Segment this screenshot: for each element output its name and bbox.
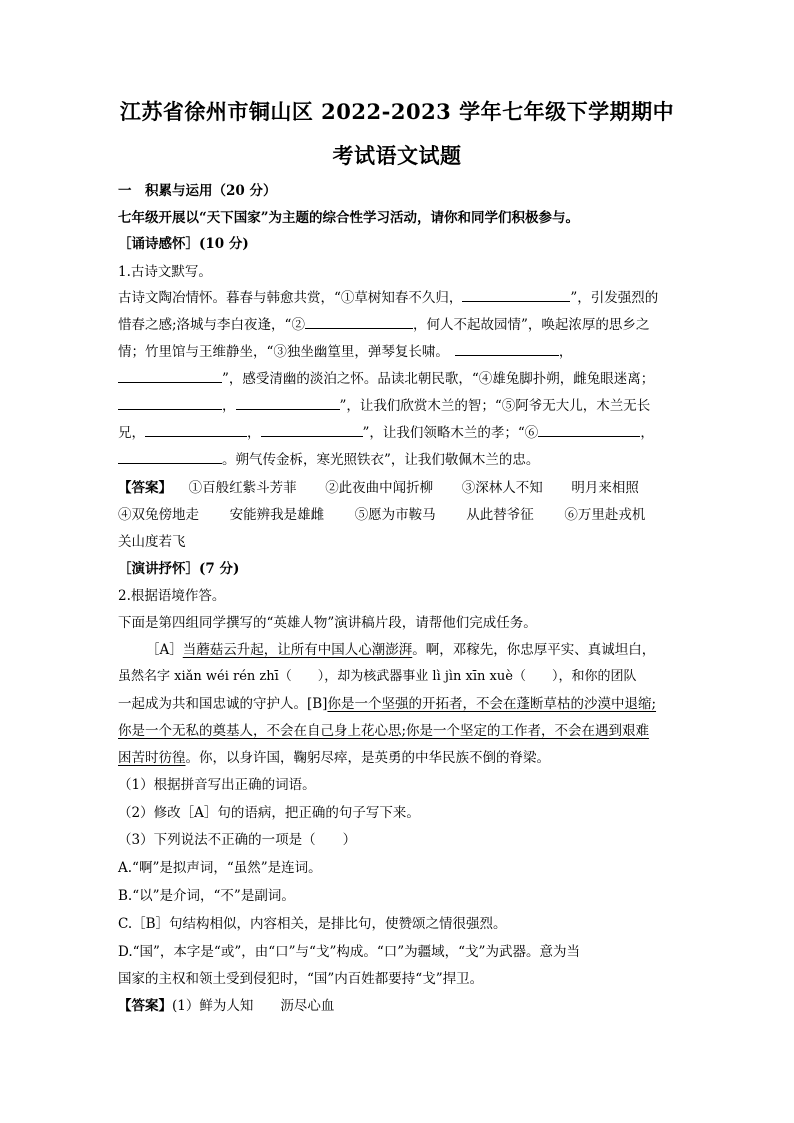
text-segment: 一起成为共和国忠诚的守护人。[B] — [118, 696, 328, 712]
text-segment: ， — [558, 344, 573, 360]
text-segment: ，何人不起故园情”，唤起浓厚的思乡之 — [412, 317, 650, 333]
text-segment: 。你，以身许国，鞠躬尽瘁，是英勇的中华民族不倒的脊梁。 — [185, 750, 550, 766]
passage-line-1 — [146, 640, 655, 660]
question-1-line-1 — [118, 288, 658, 308]
option-b[interactable]: B.“以”是介词，“不”是副词。 — [118, 888, 295, 904]
underlined-sentence-b-end: 困苦时彷徨 — [118, 750, 186, 766]
answer-blank[interactable] — [538, 423, 640, 437]
question-2-sub-2: （2）修改［A］句的语病，把正确的句子写下来。 — [118, 805, 420, 821]
underlined-sentence-a: 当蘑菇云升起，让所有中国人心潮澎湃 — [182, 642, 413, 658]
subsection-heading-speech: ［演讲抒怀］(7 分) — [118, 561, 240, 577]
text-segment: 情；竹里馆与王维静坐，“③独坐幽篁里，弹琴复长啸。 — [118, 344, 449, 360]
text-segment: 古诗文陶冶情怀。暮春与韩愈共赏，“①草树知春不久归， — [118, 290, 463, 306]
document-title-line2: 考试语文试题 — [332, 143, 462, 168]
text-segment: ”，让我们欣赏木兰的智；“⑤阿爷无大儿，木兰无长 — [339, 398, 651, 414]
text-segment: ”，让我们领略木兰的孝；“⑥ — [362, 425, 539, 441]
question-1-line-7 — [118, 450, 539, 470]
text-segment: 兄， — [118, 425, 145, 441]
answer-blank[interactable] — [145, 423, 247, 437]
question-2-title: 2.根据语境作答。 — [118, 588, 226, 604]
option-d-line-1[interactable]: D.“国”，本字是“或”，由“口”与“戈”构成。“口”为疆域，“戈”为武器。意为当 — [118, 944, 580, 960]
answer-item: ④双兔傍地走 — [118, 507, 199, 523]
passage-line-4: 你是一个无私的奠基人，不会在自己身上花心思;你是一个坚定的工作者，不会在遇到艰难 — [118, 723, 650, 739]
answer-item: ⑥万里赴戎机 — [564, 507, 646, 523]
question-1-line-3 — [118, 342, 572, 362]
answer-blank[interactable] — [455, 342, 559, 356]
question-1-title: 1.古诗文默写。 — [118, 264, 212, 280]
question-1-line-6 — [118, 423, 654, 443]
text-segment: ”，感受清幽的淡泊之怀。品读北朝民歌，“④雄兔脚扑朔，雌兔眼迷离； — [222, 371, 655, 387]
question-2-sub-1: （1）根据拼音写出正确的词语。 — [118, 777, 316, 793]
question-2-intro: 下面是第四组同学撰写的“英雄人物”演讲稿片段，请帮他们完成任务。 — [118, 615, 537, 631]
underlined-sentence-b: 你是一个坚强的开拓者，不会在蓬断草枯的沙漠中退缩; — [327, 696, 657, 712]
answer-blank[interactable] — [261, 423, 363, 437]
text-segment: ， — [247, 425, 261, 441]
answer-blank[interactable] — [118, 396, 222, 410]
option-c[interactable]: C.［B］句结构相似，内容相关，是排比句，使赞颂之情很强烈。 — [118, 916, 507, 932]
answer-item: 从此替爷征 — [466, 507, 534, 523]
sentence-marker: ［A］ — [146, 642, 183, 658]
answer-item: 安能辨我是雄雌 — [229, 507, 325, 523]
answer-blank[interactable] — [118, 369, 222, 383]
document-title-line1: 江苏省徐州市铜山区 2022-2023 学年七年级下学期期中 — [119, 99, 675, 124]
answer-item: 明月来相照 — [571, 480, 639, 496]
text-segment: ， — [640, 425, 654, 441]
answer-1-line-1 — [118, 478, 639, 498]
answer-label: 【答案】 — [118, 998, 172, 1014]
answer-blank[interactable] — [236, 396, 340, 410]
activity-intro: 七年级开展以“天下国家”为主题的综合性学习活动，请你和同学们积极参与。 — [118, 210, 580, 226]
passage-line-3 — [118, 694, 656, 714]
passage-line-5 — [118, 748, 550, 768]
answer-item: ⑤愿为市鞍马 — [354, 507, 436, 523]
option-a[interactable]: A.“啊”是拟声词，“虽然”是连词。 — [118, 860, 322, 876]
text-segment: 。啊，邓稼先，你忠厚平实、真诚坦白， — [412, 642, 656, 658]
text-segment: 惜春之感;洛城与李白夜逢，“② — [118, 317, 305, 333]
subsection-heading-poetry: ［诵诗感怀］(10 分) — [118, 236, 249, 252]
answer-label: 【答案】 — [118, 480, 172, 496]
text-segment: 。朔气传金柝，寒光照铁衣”，让我们敬佩木兰的忠。 — [222, 452, 540, 468]
question-1-line-5 — [118, 396, 650, 416]
answer-1-line-3: 关山度若飞 — [118, 534, 186, 550]
answer-blank[interactable] — [462, 288, 570, 302]
passage-line-2: 虽然名字 xiǎn wéi rén zhī（ ），却为核武器事业 lì jìn xīn xuè（ ），和你的团队 — [118, 669, 637, 684]
question-1-line-4 — [118, 369, 654, 389]
answer-blank[interactable] — [305, 315, 413, 329]
question-1-line-2 — [118, 315, 649, 335]
answer-1-line-2 — [118, 505, 645, 525]
text-segment: ， — [222, 398, 236, 414]
answer-item: ③深林人不知 — [461, 480, 543, 496]
answer-item: ①百般红紫斗芳菲 — [188, 480, 297, 496]
answer-item: ②此夜曲中闻折柳 — [325, 480, 434, 496]
answer-blank[interactable] — [118, 450, 222, 464]
answer-text: (1）鲜为人知 沥尽心血 — [172, 998, 335, 1014]
text-segment: ”，引发强烈的 — [570, 290, 659, 306]
option-d-line-2: 国家的主权和领土受到侵犯时，“国”内百姓都要持“戈”捍卫。 — [118, 971, 484, 987]
question-2-sub-3: （3）下列说法不正确的一项是（ ） — [118, 832, 357, 848]
section-heading: 一 积累与运用（20 分） — [118, 183, 277, 199]
answer-2-line-1 — [118, 996, 334, 1016]
